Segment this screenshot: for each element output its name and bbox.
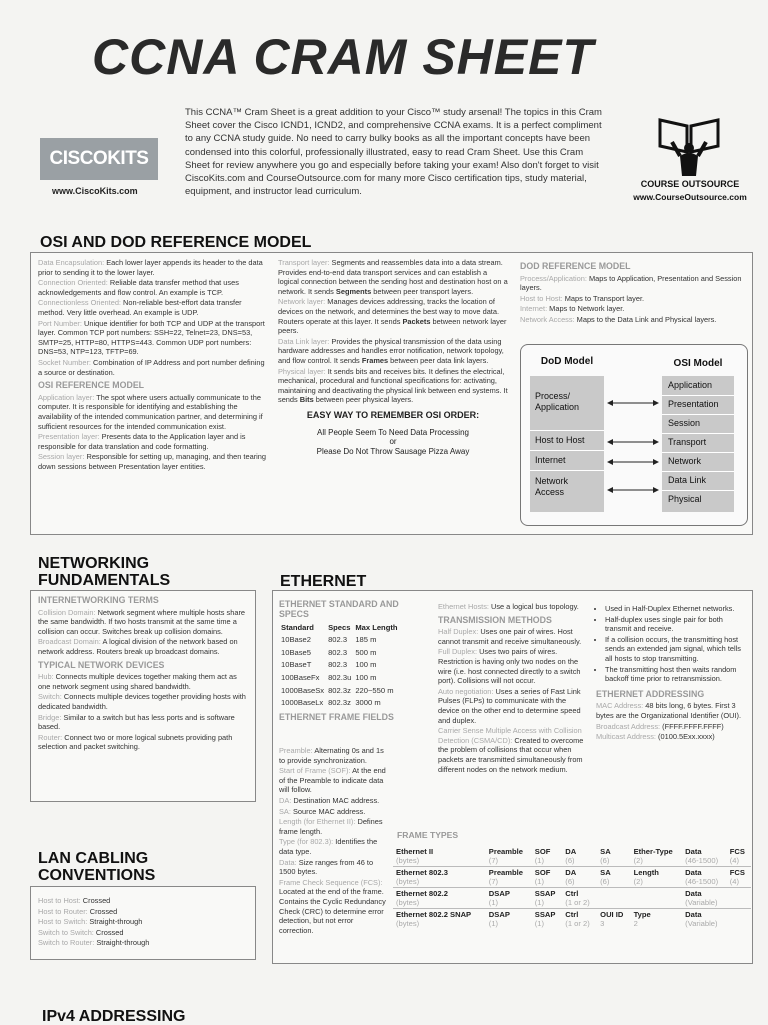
- osi-layer-physical: Physical: [668, 494, 702, 504]
- osi-term: Data Encapsulation: Each lower layer appends its header to the data prior to sending it to the lower layer.: [38, 258, 263, 277]
- osi-layer-session: Session: [668, 418, 701, 428]
- mapping-arrows-icon: [604, 376, 662, 512]
- table-row: 10Base2 802.3 185 m: [281, 635, 377, 645]
- address-item: MAC Address: 48 bits long, 6 bytes. First 3 bytes are the Organizational Identifier (OUI).: [596, 701, 742, 720]
- osi-layer-transport: Transport: [668, 437, 707, 447]
- list-item: • Half-duplex uses single pair for both transmit and receive.: [605, 615, 746, 634]
- addressing-subtitle: ETHERNET ADDRESSING: [596, 688, 705, 699]
- netfund-content: [38, 596, 250, 753]
- frame-fields-subtitle: ETHERNET FRAME FIELDS: [279, 712, 394, 723]
- osi-mnemonic-title: EASY WAY TO REMEMBER OSI ORDER:: [306, 409, 480, 420]
- dod-layer-process: Process/ Application: [535, 391, 580, 412]
- frame-field: DA: Destination MAC address.: [279, 795, 380, 805]
- ciscokits-url: www.CiscoKits.com: [52, 186, 138, 196]
- dod-layer-host: Host to Host: [535, 435, 585, 445]
- courseoutsource-url: www.CourseOutsource.com: [633, 192, 747, 202]
- table-row: 1000BaseSx 802.3z 220~550 m: [281, 685, 394, 695]
- table-row: 10Base5 802.3 500 m: [281, 647, 377, 657]
- dod-item: Network Access: Maps to the Data Link and Physical layers.: [520, 314, 717, 324]
- cabling-item: Host to Switch: Straight-through: [38, 917, 143, 927]
- table-row: Ethernet 802.2 SNAP (bytes) DSAP (1) SSAP (1) Ctrl (1 or 2) OUI ID 3 Type 2 Data (Variable): [396, 910, 718, 928]
- osi-mnemonic-or: or: [389, 437, 397, 447]
- ethernet-column-1: [279, 600, 429, 725]
- frame-field: Type (for 802.3): Identifies the data type.: [279, 837, 378, 856]
- address-item: Multicast Address: (0100.5Exx.xxxx): [596, 732, 715, 742]
- transmission-subtitle: TRANSMISSION METHODS: [438, 614, 552, 625]
- devices-subtitle: TYPICAL NETWORK DEVICES: [38, 659, 165, 670]
- spec-header: Specs: [328, 622, 351, 632]
- osi-layer-presentation: Presentation: [668, 399, 719, 409]
- frame-field: SA: Source MAC address.: [279, 806, 366, 816]
- spec-header: Max Length: [355, 622, 398, 632]
- address-item: Broadcast Address: (FFFF.FFFF.FFFF): [596, 721, 724, 731]
- dod-layer-network-access: Network Access: [535, 476, 569, 497]
- osi-layer-network: Network: [668, 456, 702, 466]
- cabling-item: Switch to Switch: Crossed: [38, 927, 124, 937]
- frame-field: Frame Check Sequence (FCS): Located at the end of the frame. Contains the Cyclic Redundancy Check (CRC) to determine error detection, but not error correction.: [279, 877, 386, 935]
- osi-term: Socket Number: Combination of IP Address and port number defining a source or destination.: [38, 357, 265, 377]
- dod-item: Host to Host: Maps to Transport layer.: [520, 293, 645, 303]
- table-row: 10BaseT 802.3 100 m: [281, 660, 377, 670]
- specs-subtitle: ETHERNET STANDARD AND SPECS: [279, 599, 399, 619]
- osi-layer: Physical layer: It sends bits and receives bits. It defines the electrical, mechanical, procedural and functional specifications for: activating, maintaining and deactivating the physical link between end systems. It sends Bits between peer physical layers.: [278, 366, 508, 405]
- intro-paragraph: This CCNA™ Cram Sheet is a great addition to your Cisco™ study arsenal! The topics in this Cram Sheet cover the Cisco ICND1, ICND2, and comprehensive CCNA exams. It is a perfect compliment to any CCNA study guide. No need to carry bulky books as all the important concepts have been condensed into this colorful, professionally illustrated, easy to read Cram Sheet. Use this Cram Sheet for review anywhere you go and especially before taking your exam! Also don't forget to visit CiscoKits.com and CourseOutsource.com for many more Cisco certification tips, study material, equipment, and instructor lead curriculum.: [185, 107, 602, 198]
- transmission-method: Carrier Sense Multiple Access with Collision Detection (CSMA/CD): Created to overcome the problem of collisions that occur when packets are transmitted simultaneously from different nodes on the network medium.: [438, 726, 584, 774]
- csma-bullets: [596, 604, 746, 684]
- frame-types-table: [393, 846, 751, 929]
- cabling-item: Host to Router: Crossed: [38, 906, 118, 916]
- list-item: • If a collision occurs, the transmitting host sends an extended jam signal, which tells all hosts to stop transmitting.: [605, 635, 746, 664]
- osi-column-2: [278, 258, 508, 456]
- dod-subtitle: DOD REFERENCE MODEL: [520, 261, 631, 271]
- frame-field: Start of Frame (SOF): At the end of the Preamble to indicate data will follow.: [279, 766, 386, 795]
- osi-layer-application: Application: [668, 380, 713, 390]
- table-row: Ethernet 802.2 (bytes) DSAP (1) SSAP (1) Ctrl (1 or 2) Data (Variable): [393, 888, 751, 909]
- osi-model-header: OSI Model: [673, 358, 723, 369]
- osi-stack: [662, 376, 734, 512]
- table-row: Ethernet II (bytes) Preamble (7) SOF (1) DA (6) SA (6) Ether-Type (2) Data (46-1500) FCS (4): [393, 846, 751, 867]
- device: Switch: Connects multiple devices together providing hosts with dedicated bandwidth.: [38, 692, 246, 711]
- courseoutsource-logo-icon: [630, 106, 748, 176]
- lan-section-title: LAN CABLING CONVENTIONS: [38, 850, 156, 884]
- frame-fields-content: [279, 746, 389, 936]
- osi-reference-subtitle: OSI REFERENCE MODEL: [38, 380, 145, 391]
- osi-section-title: OSI AND DOD REFERENCE MODEL: [40, 234, 312, 251]
- osi-layer: Transport layer: Segments and reassembles data into a data stream. Provides end-to-end data transport services and can establish a logical connection between the sending host and destination host on a network. It sends Segments between peer transport layers.: [278, 258, 508, 296]
- dod-stack: [530, 376, 604, 512]
- osi-layer: Data Link layer: Provides the physical transmission of the data using hardware addresses and handles error notification, network topology, and flow control. It sends Frames between peer data link layers.: [278, 336, 504, 365]
- ethernet-section-title: ETHERNET: [280, 573, 367, 590]
- page-title: CCNA CRAM SHEET: [92, 29, 595, 85]
- osi-mnemonic-1: All People Seem To Need Data Processing: [317, 427, 469, 437]
- dod-item: Internet: Maps to Network layer.: [520, 304, 625, 314]
- dod-item: Process/Application: Maps to Application, Presentation and Session layers.: [520, 273, 742, 293]
- osi-term: Connection Oriented: Reliable data transfer method that uses acknowledgements and flow control. An example is TCP.: [38, 278, 239, 297]
- table-row: 100BaseFx 802.3u 100 m: [281, 673, 377, 683]
- osi-mnemonic-2: Please Do Not Throw Sausage Pizza Away: [316, 446, 470, 456]
- ethernet-column-2: [438, 602, 588, 775]
- dod-model-header: DoD Model: [540, 356, 594, 367]
- ciscokits-logo-text: CISCOKITS: [49, 148, 149, 169]
- frame-field: Data: Size ranges from 46 to 1500 bytes.: [279, 857, 374, 877]
- ipv4-section-title: IPv4 ADDRESSING: [42, 1008, 186, 1025]
- osi-layer: Session layer: Responsible for setting up, managing, and then tearing down sessions between Presentation layer entities.: [38, 452, 267, 471]
- netfund-section-title: NETWORKING FUNDAMENTALS: [38, 555, 171, 589]
- table-row: 1000BaseLx 802.3z 3000 m: [281, 698, 381, 708]
- table-row: Ethernet 802.3 (bytes) Preamble (7) SOF (1) DA (6) SA (6) Length (2) Data (46-1500) FCS (4): [393, 867, 751, 888]
- transmission-method: Auto negotiation: Uses a series of Fast Link Pulses (FLPs) to communicate with the device on the other end to determine speed and duplex.: [438, 686, 581, 725]
- osi-layer: Network layer: Manages devices addressing, tracks the location of devices on the network, and determines the best way to move data. Routers operate at this layer. It sends Packets between network layer peers.: [278, 297, 507, 336]
- osi-term: Connectionless Oriented: Non-reliable best-effort data transfer method. Very little overhead. An example is UDP.: [38, 298, 242, 317]
- transmission-method: Full Duplex: Uses two pairs of wires. Restriction is having only two nodes on the wire (i.e. host connected directly to a switch port). Collisions will not occur.: [438, 647, 581, 686]
- device: Hub: Connects multiple devices together making them act as one network segment using shared bandwidth.: [38, 672, 237, 691]
- lan-content: [38, 896, 250, 949]
- osi-layer-data-link: Data Link: [668, 475, 707, 485]
- specs-table: [279, 621, 400, 709]
- device: Router: Connect two or more logical subnets providing path selection and packet switching.: [38, 732, 233, 752]
- list-item: • The transmitting host then waits random backoff time prior to retransmission.: [605, 665, 746, 684]
- courseoutsource-name: COURSE OUTSOURCE: [640, 179, 740, 189]
- dod-layer-internet: Internet: [535, 455, 566, 465]
- frame-field: Preamble: Alternating 0s and 1s to provide synchronization.: [279, 746, 384, 765]
- dod-column: [520, 262, 748, 326]
- term: Collision Domain: Network segment where multiple hosts share the same bandwidth. If two hosts transmit at the same time a collision can occur. Switches break up collision domains.: [38, 607, 246, 636]
- term: Broadcast Domain: A logical division of the network based on network address. Routers break up broadcast domains.: [38, 637, 238, 656]
- osi-layer: Presentation layer: Presents data to the Application layer and is responsible for data translation and code formatting.: [38, 432, 246, 451]
- ethernet-hosts: Ethernet Hosts: Use a logical bus topology.: [438, 602, 579, 611]
- osi-column-1: [38, 258, 270, 472]
- terms-subtitle: INTERNETWORKING TERMS: [38, 595, 159, 605]
- ciscokits-logo: [40, 138, 158, 180]
- ethernet-column-3: [596, 604, 746, 743]
- osi-term: Port Number: Unique identifier for both TCP and UDP at the transport layer. Common TCP port numbers: SSH=22, Telnet=23, DNS=53, SMTP=25, HTTP=80, HTTPS=443. Common UDP port numbers: DNS=53, NTP=123, TFTP=69.: [38, 318, 265, 357]
- frame-field: Length (for Ethernet II): Defines frame length.: [279, 817, 383, 836]
- transmission-method: Half Duplex: Uses one pair of wires. Host cannot transmit and receive simultaneously.: [438, 627, 582, 646]
- cabling-item: Switch to Router: Straight-through: [38, 938, 150, 948]
- cabling-item: Host to Host: Crossed: [38, 896, 111, 905]
- spec-header: Standard: [281, 622, 314, 632]
- osi-layer: Application layer: The spot where users actually communicate to the computer. It is responsible for identifying and establishing the availability of the intended communication partner, and determining if sufficient resources for the intended communication exist.: [38, 392, 263, 431]
- device: Bridge: Similar to a switch but has less ports and is software based.: [38, 712, 235, 732]
- list-item: • Used in Half-Duplex Ethernet networks.: [605, 604, 746, 614]
- frame-types-subtitle: FRAME TYPES: [397, 830, 459, 840]
